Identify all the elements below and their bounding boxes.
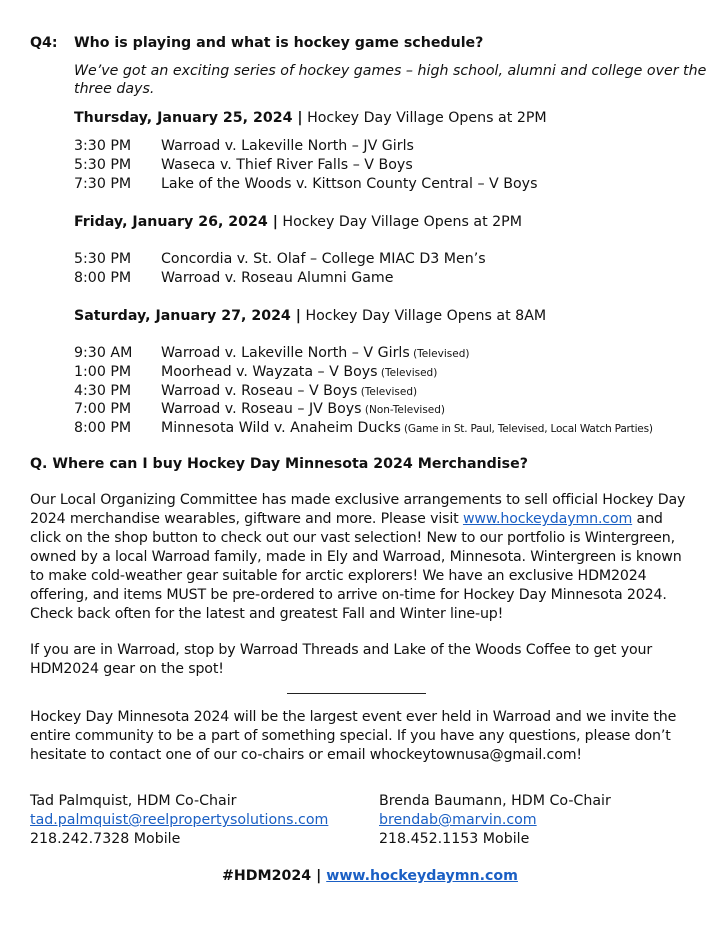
game-time: 8:00 PM	[74, 270, 132, 286]
game-time: 7:00 PM	[74, 401, 132, 417]
shop-link[interactable]: www.hockeydaymn.com	[462, 511, 633, 527]
game-matchup: Lake of the Woods v. Kittson County Central – V Boys	[161, 176, 538, 192]
closing-paragraph: Hockey Day Minnesota 2024 will be the largest event ever held in Warroad and we invite the entire community to be a part of something special. If you have any questions, please don’t hesitate to contact one of our co-chairs or email whockeytownusa@gmail.com!	[30, 709, 677, 763]
q4-question: Who is playing and what is hockey game schedule?	[74, 35, 484, 51]
game-time: 9:30 AM	[74, 345, 133, 361]
broadcast-tag: (Televised)	[409, 348, 470, 360]
footer-hashtag: #HDM2024 |	[222, 868, 322, 884]
game-matchup: Warroad v. Lakeville North – V Girls	[161, 345, 410, 361]
game-matchup-line	[161, 383, 417, 399]
footer	[222, 868, 518, 884]
game-time: 5:30 PM	[74, 157, 132, 173]
contact-name: Brenda Baumann, HDM Co-Chair	[379, 793, 611, 809]
merch-text-before: Our Local Organizing Committee has made exclusive arrangements to sell official Hockey Day 2024 merchandise wearables, giftware and more. Please visit	[30, 492, 686, 527]
day-note: Hockey Day Village Opens at 2PM	[277, 214, 522, 230]
game-time: 8:00 PM	[74, 420, 132, 436]
contact-name: Tad Palmquist, HDM Co-Chair	[30, 793, 237, 809]
day-header-saturday	[74, 308, 546, 324]
game-matchup-line	[161, 345, 469, 361]
game-matchup-line	[161, 420, 653, 436]
contact-phone: 218.452.1153 Mobile	[379, 831, 530, 847]
game-time: 3:30 PM	[74, 138, 132, 154]
broadcast-tag: (Game in St. Paul, Televised, Local Watch Parties)	[400, 423, 653, 435]
broadcast-tag: (Televised)	[377, 367, 438, 379]
contact-email-link[interactable]: brendab@marvin.com	[379, 812, 537, 828]
contact-email-link[interactable]: tad.palmquist@reelpropertysolutions.com	[30, 812, 329, 828]
contact-phone: 218.242.7328 Mobile	[30, 831, 181, 847]
game-matchup: Warroad v. Roseau Alumni Game	[161, 270, 394, 286]
game-matchup: Warroad v. Roseau – V Boys	[161, 383, 358, 399]
broadcast-tag: (Televised)	[357, 386, 418, 398]
merch-paragraph-2: If you are in Warroad, stop by Warroad Threads and Lake of the Woods Coffee to get your HDM2024 gear on the spot!	[30, 642, 653, 677]
day-note: Hockey Day Village Opens at 2PM	[302, 110, 547, 126]
broadcast-tag: (Non-Televised)	[361, 404, 446, 416]
merch-paragraph	[30, 491, 690, 624]
q4-label: Q4:	[30, 35, 58, 51]
merch-question: Q. Where can I buy Hockey Day Minnesota 2024 Merchandise?	[30, 456, 528, 472]
day-header-thursday	[74, 110, 547, 126]
game-matchup: Warroad v. Lakeville North – JV Girls	[161, 138, 414, 154]
game-time: 5:30 PM	[74, 251, 132, 267]
footer-link[interactable]: www.hockeydaymn.com	[326, 868, 518, 884]
day-note: Hockey Day Village Opens at 8AM	[300, 308, 547, 324]
game-time: 7:30 PM	[74, 176, 132, 192]
merch-text-after: and click on the shop button to check out our vast selection! New to our portfolio is Wintergreen, owned by a local Warroad family, made in Ely and Warroad, Minnesota. Wintergreen is known to make cold-weather gear suitable for arctic explorers! We have an exclusive HDM2024 offering, and items MUST be pre-ordered to arrive on-time for Hockey Day Minnesota 2024. Check back often for the latest and greatest Fall and Winter line-up!	[30, 511, 682, 622]
q4-intro-line1: We’ve got an exciting series of hockey games – high school, alumni and college over the	[74, 63, 707, 79]
day-date: Friday, January 26, 2024 |	[74, 214, 278, 230]
game-matchup: Minnesota Wild v. Anaheim Ducks	[161, 420, 401, 436]
game-matchup: Waseca v. Thief River Falls – V Boys	[161, 157, 413, 173]
game-matchup: Moorhead v. Wayzata – V Boys	[161, 364, 378, 380]
game-time: 4:30 PM	[74, 383, 132, 399]
day-date: Saturday, January 27, 2024 |	[74, 308, 301, 324]
q4-intro-line2: three days.	[74, 81, 155, 97]
game-matchup-line	[161, 401, 445, 417]
game-matchup: Warroad v. Roseau – JV Boys	[161, 401, 362, 417]
game-matchup: Concordia v. St. Olaf – College MIAC D3 Men’s	[161, 251, 486, 267]
game-matchup-line	[161, 364, 437, 380]
day-header-friday	[74, 214, 522, 230]
divider	[287, 693, 426, 694]
game-time: 1:00 PM	[74, 364, 132, 380]
day-date: Thursday, January 25, 2024 |	[74, 110, 303, 126]
